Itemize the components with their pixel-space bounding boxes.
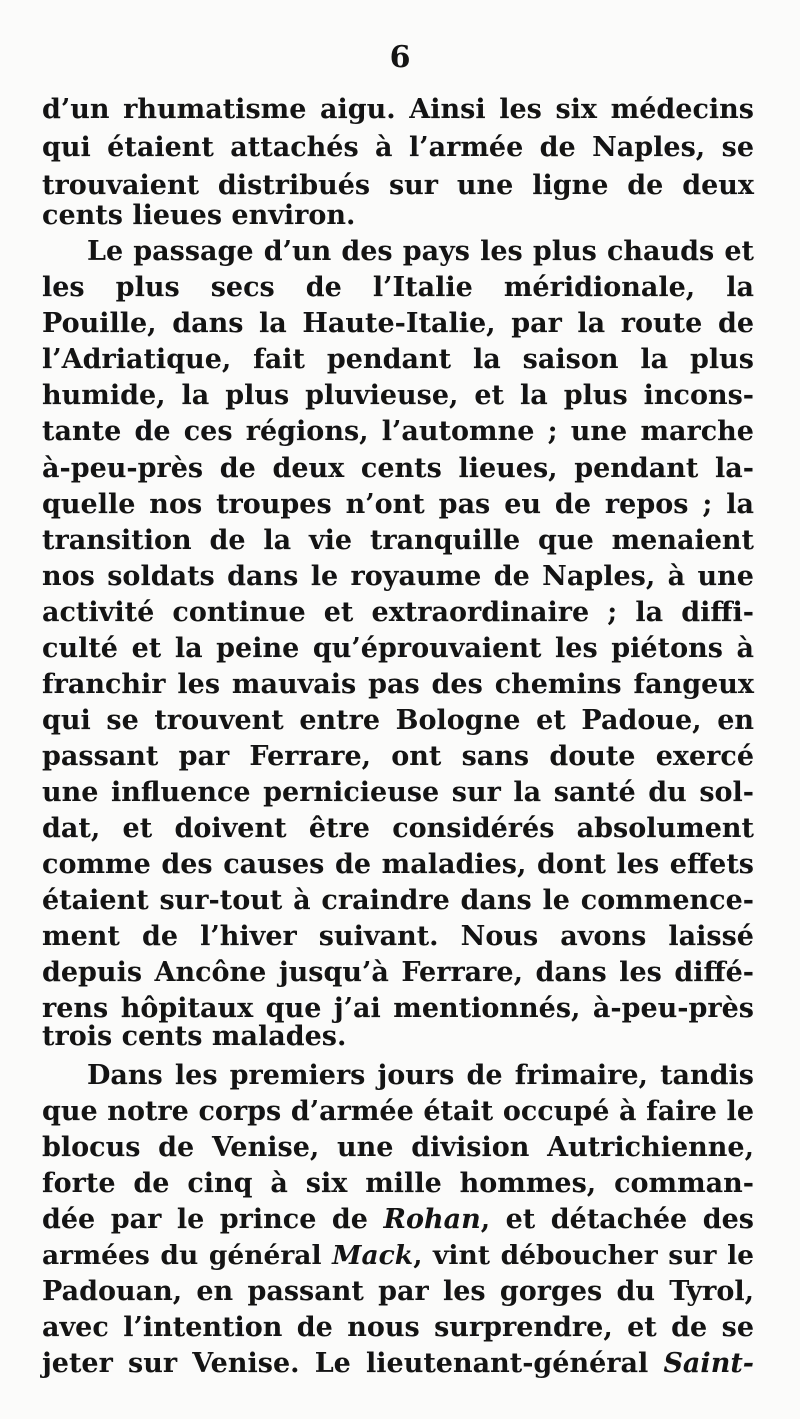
line-text: d’un rhumatisme aigu. Ainsi les six médecins bbox=[42, 94, 754, 125]
text-line bbox=[42, 1165, 754, 1203]
line-text: transition de la vie tranquille que menaient bbox=[42, 525, 754, 556]
paragraph-start bbox=[87, 233, 754, 271]
text-line bbox=[42, 738, 754, 776]
text-line bbox=[42, 486, 754, 524]
line-text: trois cents malades. bbox=[42, 1021, 347, 1052]
line-text: avec l’intention de nous surprendre, et de se bbox=[42, 1312, 754, 1343]
italic-name: Mack bbox=[332, 1240, 414, 1271]
paragraph-start bbox=[87, 1057, 754, 1095]
text-line bbox=[42, 413, 754, 451]
text-line bbox=[42, 1309, 754, 1347]
text-line bbox=[42, 918, 754, 956]
line-text: à-peu-près de deux cents lieues, pendant la- bbox=[42, 453, 754, 484]
line-text: blocus de Venise, une division Autrichienne, bbox=[42, 1132, 754, 1163]
text-line bbox=[42, 630, 754, 668]
text-line bbox=[42, 702, 754, 740]
text-line bbox=[42, 269, 754, 307]
line-text: cents lieues environ. bbox=[42, 200, 356, 231]
line-text: passant par Ferrare, ont sans doute exercé bbox=[42, 741, 754, 772]
line-text: dée par le prince de bbox=[42, 1204, 384, 1235]
line-text: nos soldats dans le royaume de Naples, à une bbox=[42, 561, 754, 592]
line-text: franchir les mauvais pas des chemins fangeux bbox=[42, 669, 754, 700]
text-line bbox=[42, 558, 754, 596]
line-text: les plus secs de l’Italie méridionale, la bbox=[42, 272, 754, 303]
text-line bbox=[42, 1345, 754, 1383]
text-line bbox=[42, 341, 754, 379]
line-text: qui étaient attachés à l’armée de Naples, se bbox=[42, 132, 754, 163]
line-text: tante de ces régions, l’automne ; une marche bbox=[42, 416, 754, 447]
text-line bbox=[42, 197, 754, 235]
line-text: quelle nos troupes n’ont pas eu de repos ; la bbox=[42, 489, 754, 520]
line-text: dat, et doivent être considérés absolument bbox=[42, 813, 754, 844]
line-text: étaient sur-tout à craindre dans le commence- bbox=[42, 885, 754, 916]
text-line bbox=[42, 1273, 754, 1311]
line-text: humide, la plus pluvieuse, et la plus incons- bbox=[42, 380, 754, 411]
text-line bbox=[42, 1018, 754, 1056]
text-line bbox=[42, 1129, 754, 1167]
text-line bbox=[42, 666, 754, 704]
line-text: rens hôpitaux que j’ai mentionnés, à-peu-près bbox=[42, 993, 754, 1024]
text-line bbox=[42, 1201, 754, 1239]
line-text: que notre corps d’armée était occupé à faire le bbox=[42, 1096, 754, 1127]
line-text: une influence pernicieuse sur la santé du sol- bbox=[42, 777, 754, 808]
text-line bbox=[42, 91, 754, 129]
line-text: jeter sur Venise. Le lieutenant-général bbox=[42, 1348, 664, 1379]
line-text: culté et la peine qu’éprouvaient les piétons à bbox=[42, 633, 754, 664]
line-text: Dans les premiers jours de frimaire, tandis bbox=[87, 1060, 754, 1091]
line-text: forte de cinq à six mille hommes, comman- bbox=[42, 1168, 754, 1199]
text-line bbox=[42, 846, 754, 884]
line-text: , et détachée des bbox=[480, 1204, 754, 1235]
line-text: trouvaient distribués sur une ligne de deux bbox=[42, 170, 754, 201]
italic-name: Rohan bbox=[383, 1204, 481, 1235]
line-text: , vint déboucher sur le bbox=[413, 1240, 754, 1271]
line-text: ment de l’hiver suivant. Nous avons laissé bbox=[42, 921, 754, 952]
line-text: Pouille, dans la Haute-Italie, par la route de bbox=[42, 308, 754, 339]
text-line bbox=[42, 522, 754, 560]
line-text: Padouan, en passant par les gorges du Tyrol, bbox=[42, 1276, 754, 1307]
text-line bbox=[42, 594, 754, 632]
line-text: l’Adriatique, fait pendant la saison la plus bbox=[42, 344, 754, 375]
line-text: activité continue et extraordinaire ; la diffi- bbox=[42, 597, 754, 628]
line-text: comme des causes de maladies, dont les effets bbox=[42, 849, 754, 880]
text-line bbox=[42, 450, 754, 488]
line-text: qui se trouvent entre Bologne et Padoue, en bbox=[42, 705, 754, 736]
line-text: Le passage d’un des pays les plus chauds et bbox=[87, 236, 754, 267]
page-number: 6 bbox=[389, 40, 411, 75]
text-line bbox=[42, 954, 754, 992]
text-line bbox=[42, 305, 754, 343]
text-line bbox=[42, 1093, 754, 1131]
line-text: armées du général bbox=[42, 1240, 333, 1271]
text-line bbox=[42, 882, 754, 920]
text-line bbox=[42, 129, 754, 167]
text-line bbox=[42, 1237, 754, 1275]
text-line bbox=[42, 774, 754, 812]
line-text: depuis Ancône jusqu’à Ferrare, dans les diffé- bbox=[42, 957, 754, 988]
italic-name: Saint- bbox=[663, 1348, 754, 1379]
text-line bbox=[42, 810, 754, 848]
text-line bbox=[42, 377, 754, 415]
